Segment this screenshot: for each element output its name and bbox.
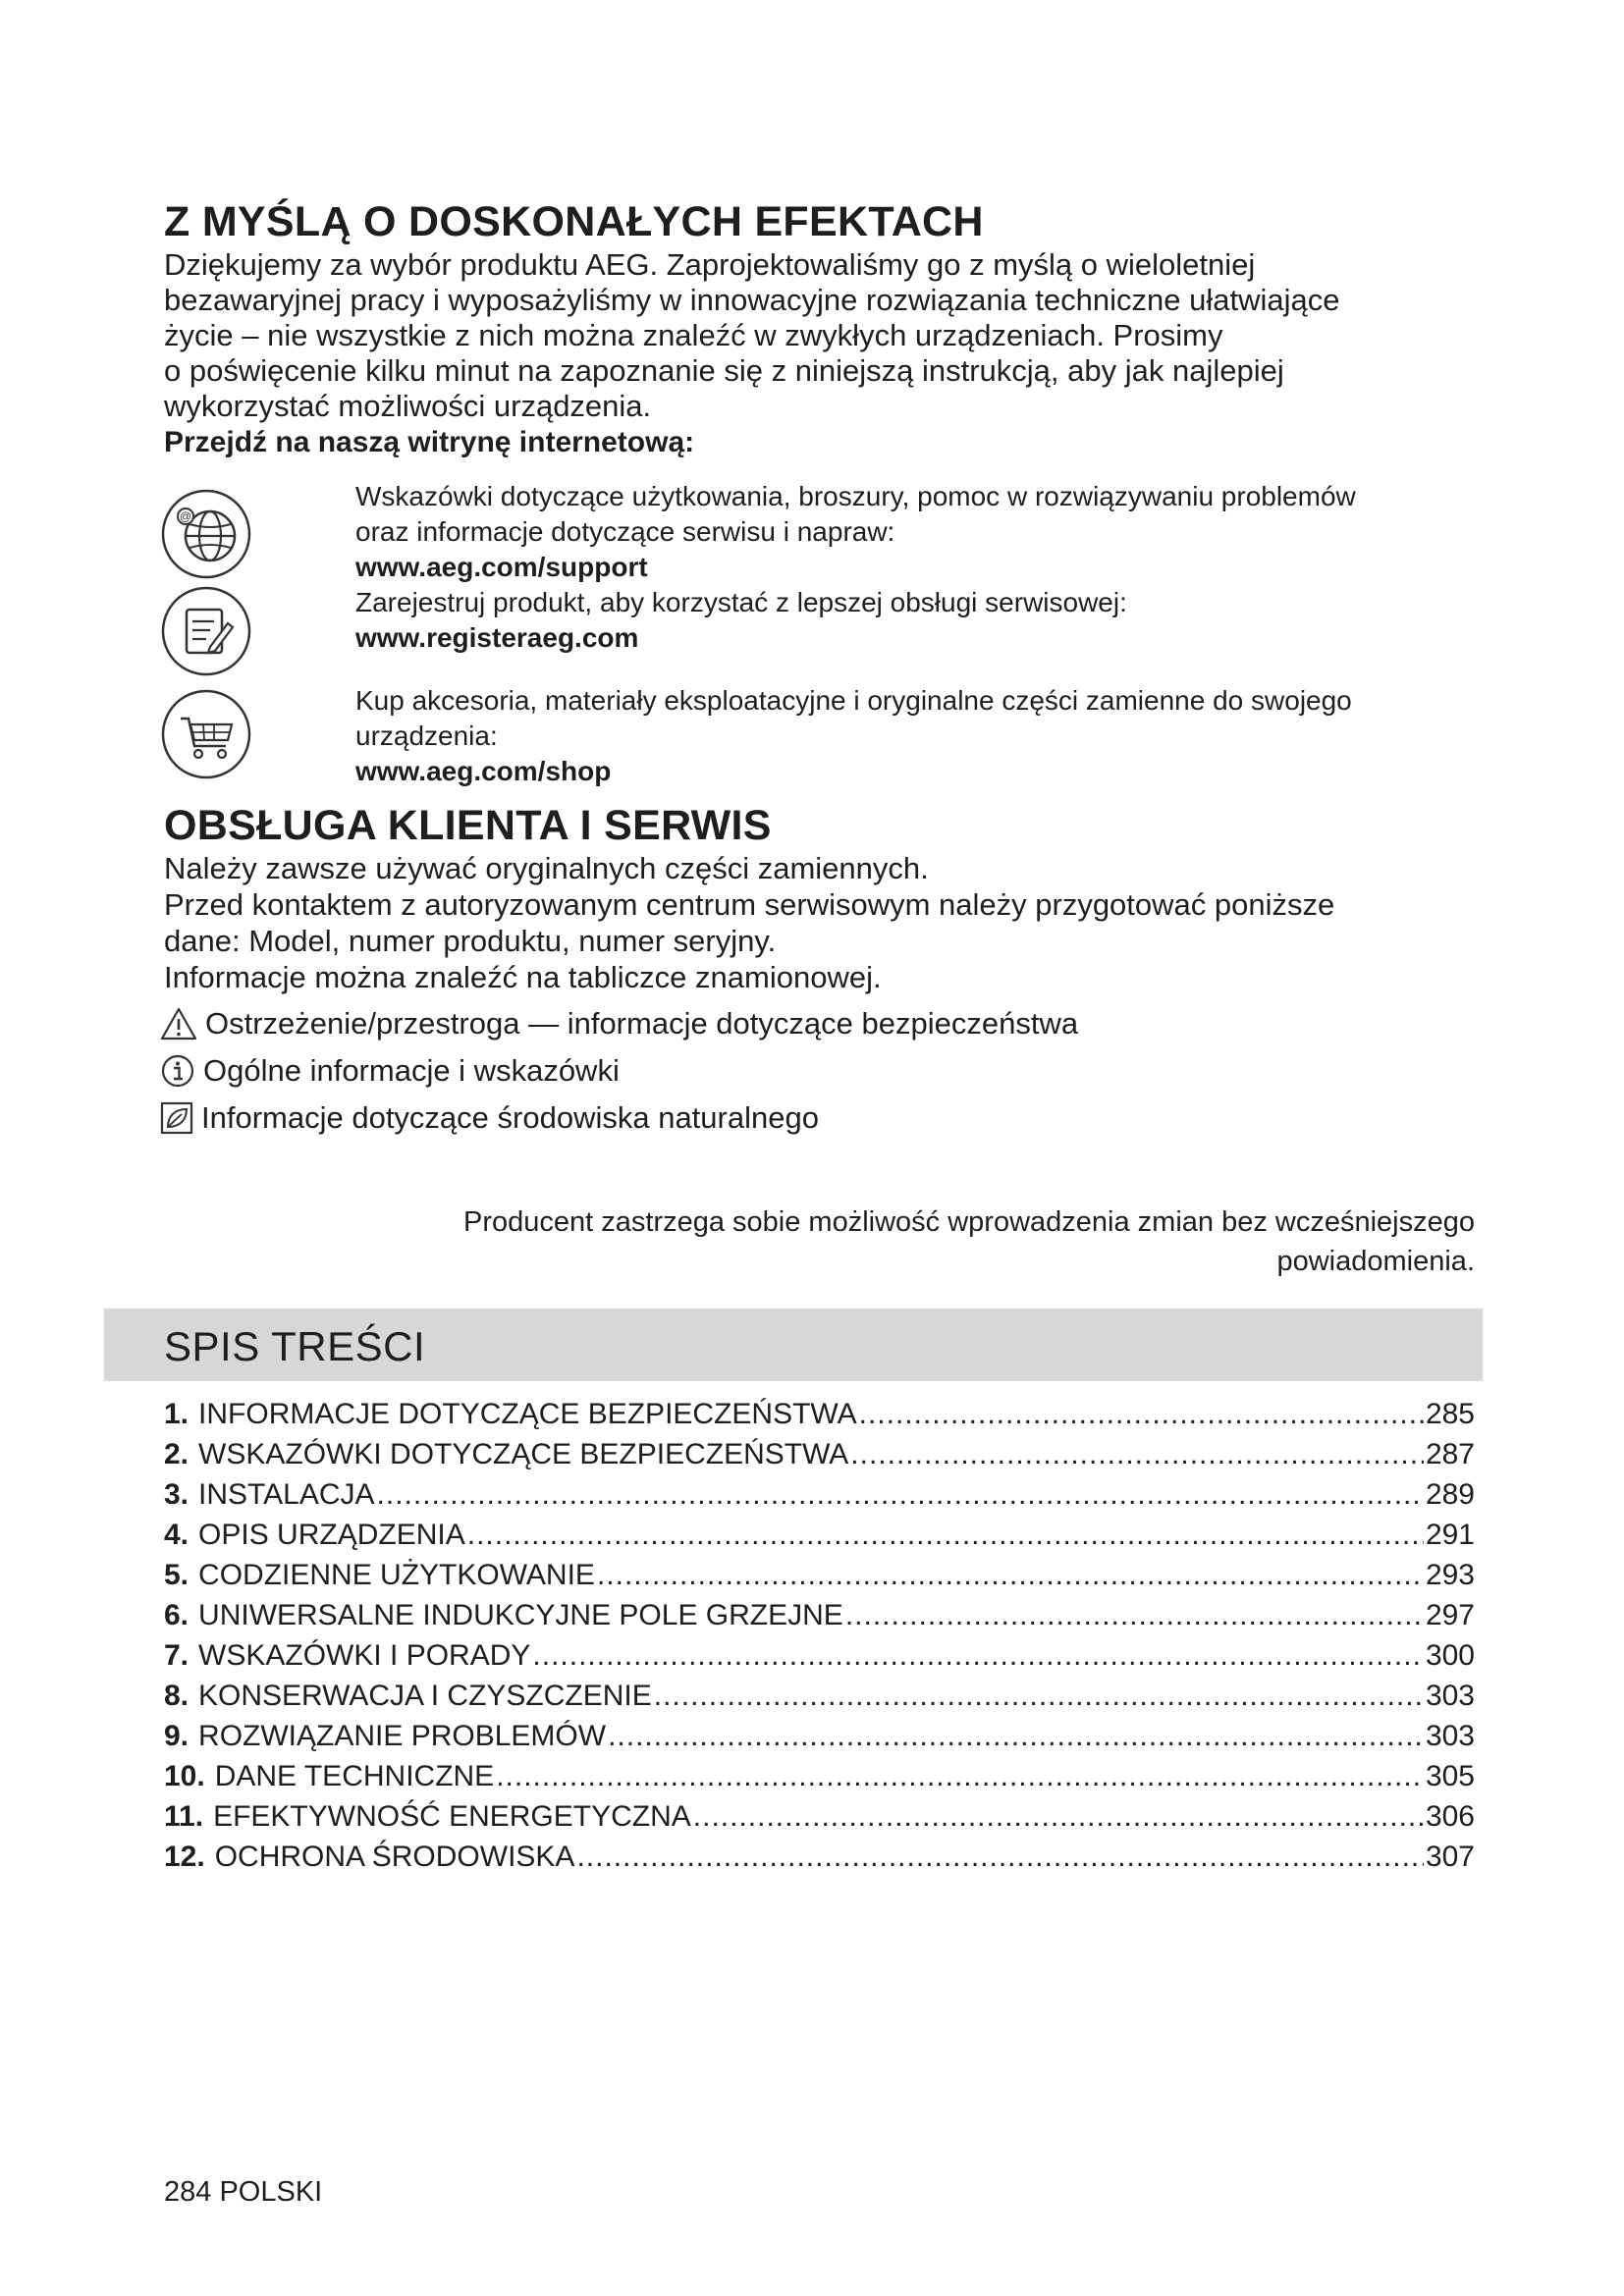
intro-line: Dziękujemy za wybór produktu AEG. Zaprojektowaliśmy go z myślą o wieloletniej — [164, 247, 1256, 282]
toc-page: 303 — [1425, 1720, 1475, 1752]
register-icon — [159, 584, 253, 678]
toc-entry[interactable] — [164, 1720, 1475, 1760]
toc-entry[interactable] — [164, 1800, 1475, 1841]
disclaimer-line: powiadomienia. — [1276, 1246, 1475, 1277]
toc-page: 287 — [1425, 1438, 1475, 1470]
notice-text: Ostrzeżenie/przestroga — informacje dotyczące bezpieczeństwa — [205, 1006, 1079, 1041]
web-item-register — [355, 585, 1485, 656]
toc-label: WSKAZÓWKI DOTYCZĄCE BEZPIECZEŃSTWA — [198, 1438, 849, 1470]
toc-page: 291 — [1425, 1519, 1475, 1551]
toc-entry[interactable] — [164, 1478, 1475, 1519]
service-line: dane: Model, numer produktu, numer seryjny. — [164, 924, 777, 958]
toc-entry[interactable] — [164, 1639, 1475, 1680]
toc-entry[interactable] — [164, 1398, 1475, 1438]
toc-number: 11. — [164, 1800, 204, 1833]
toc-label: KONSERWACJA I CZYSZCZENIE — [198, 1680, 652, 1712]
toc-leader — [654, 1680, 1424, 1713]
intro-line: życie – nie wszystkie z nich można znaleźć w zwykłych urządzeniach. Prosimy — [164, 318, 1223, 352]
toc-label: INFORMACJE DOTYCZĄCE BEZPIECZEŃSTWA — [198, 1398, 857, 1430]
toc-leader — [597, 1559, 1424, 1592]
toc-number: 1. — [164, 1398, 189, 1430]
disclaimer — [463, 1202, 1475, 1281]
website-heading: Przejdź na naszą witrynę internetową: — [164, 426, 695, 458]
toc-number: 4. — [164, 1519, 189, 1551]
toc-entry[interactable] — [164, 1519, 1475, 1559]
toc-page: 297 — [1425, 1599, 1475, 1631]
support-link[interactable]: www.aeg.com/support — [355, 552, 648, 582]
toc-leader — [859, 1398, 1424, 1431]
toc-list — [164, 1398, 1475, 1881]
toc-label: WSKAZÓWKI I PORADY — [198, 1639, 531, 1672]
toc-leader — [467, 1519, 1424, 1552]
web-item-line: Zarejestruj produkt, aby korzystać z lepszej obsługi serwisowej: — [355, 587, 1127, 617]
page-footer: 284 POLSKI — [164, 2176, 323, 2208]
toc-page: 300 — [1425, 1639, 1475, 1672]
intro-line: o poświęcenie kilku minut na zapoznanie się z niniejszą instrukcją, aby jak najlepiej — [164, 353, 1284, 388]
intro-heading: Z MYŚLĄ O DOSKONAŁYCH EFEKTACH — [164, 198, 984, 245]
web-item-support — [355, 479, 1485, 585]
toc-label: UNIWERSALNE INDUKCYJNE POLE GRZEJNE — [198, 1599, 843, 1631]
toc-leader — [608, 1720, 1424, 1753]
toc-label: CODZIENNE UŻYTKOWANIE — [198, 1559, 595, 1591]
toc-number: 5. — [164, 1559, 189, 1591]
toc-number: 12. — [164, 1841, 205, 1873]
notice-warning — [160, 1006, 1078, 1041]
toc-label: DANE TECHNICZNE — [214, 1760, 495, 1792]
intro-line: bezawaryjnej pracy i wyposażyliśmy w innowacyjne rozwiązania techniczne ułatwiające — [164, 283, 1340, 317]
notice-text: Informacje dotyczące środowiska naturalnego — [201, 1100, 819, 1135]
toc-title: SPIS TREŚCI — [164, 1323, 426, 1369]
toc-page: 293 — [1425, 1559, 1475, 1591]
web-item-line: Wskazówki dotyczące użytkowania, broszury, pomoc w rozwiązywaniu problemów — [355, 481, 1356, 511]
toc-entry[interactable] — [164, 1760, 1475, 1800]
toc-entry[interactable] — [164, 1438, 1475, 1478]
web-item-line: Kup akcesoria, materiały eksploatacyjne i oryginalne części zamienne do swojego — [355, 685, 1352, 716]
toc-number: 6. — [164, 1599, 189, 1631]
disclaimer-line: Producent zastrzega sobie możliwość wprowadzenia zmian bez wcześniejszego — [463, 1206, 1475, 1238]
service-paragraph — [164, 850, 1480, 995]
toc-leader — [576, 1841, 1424, 1874]
toc-number: 8. — [164, 1680, 189, 1712]
toc-entry[interactable] — [164, 1559, 1475, 1599]
toc-label: EFEKTYWNOŚĆ ENERGETYCZNA — [213, 1800, 691, 1833]
toc-page: 303 — [1425, 1680, 1475, 1712]
toc-number: 3. — [164, 1478, 189, 1511]
toc-leader — [850, 1438, 1424, 1471]
toc-label: OCHRONA ŚRODOWISKA — [214, 1841, 575, 1873]
toc-page: 289 — [1425, 1478, 1475, 1511]
service-line: Przed kontaktem z autoryzowanym centrum serwisowym należy przygotować poniższe — [164, 887, 1335, 922]
notice-environment — [160, 1100, 819, 1136]
toc-entry[interactable] — [164, 1841, 1475, 1881]
toc-number: 10. — [164, 1760, 205, 1792]
intro-line: wykorzystać możliwości urządzenia. — [164, 389, 652, 423]
globe-icon — [159, 487, 253, 581]
web-item-line: urządzenia: — [355, 721, 498, 751]
toc-page: 306 — [1425, 1800, 1475, 1833]
intro-paragraph — [164, 247, 1480, 424]
svg-text:@: @ — [179, 509, 192, 523]
toc-leader — [845, 1599, 1424, 1632]
toc-number: 2. — [164, 1438, 189, 1470]
toc-leader — [693, 1800, 1424, 1834]
toc-entry[interactable] — [164, 1680, 1475, 1720]
toc-label: INSTALACJA — [198, 1478, 375, 1511]
toc-leader — [532, 1639, 1424, 1673]
toc-label: ROZWIĄZANIE PROBLEMÓW — [198, 1720, 607, 1752]
environment-icon — [160, 1101, 193, 1135]
web-item-line: oraz informacje dotyczące serwisu i napraw: — [355, 516, 895, 547]
notice-info — [160, 1053, 620, 1089]
toc-number: 9. — [164, 1720, 189, 1752]
web-item-shop — [355, 683, 1485, 789]
service-line: Należy zawsze używać oryginalnych części zamiennych. — [164, 851, 929, 885]
register-link[interactable]: www.registeraeg.com — [355, 622, 639, 653]
toc-page: 307 — [1425, 1841, 1475, 1873]
toc-number: 7. — [164, 1639, 189, 1672]
shop-link[interactable]: www.aeg.com/shop — [355, 756, 612, 786]
service-line: Informacje można znaleźć na tabliczce znamionowej. — [164, 960, 882, 994]
notice-text: Ogólne informacje i wskazówki — [203, 1053, 620, 1088]
service-heading: OBSŁUGA KLIENTA I SERWIS — [164, 802, 772, 849]
toc-page: 285 — [1425, 1398, 1475, 1430]
toc-leader — [377, 1478, 1424, 1512]
info-icon — [160, 1053, 195, 1089]
toc-label: OPIS URZĄDZENIA — [198, 1519, 465, 1551]
toc-leader — [496, 1760, 1424, 1793]
warning-icon — [160, 1006, 197, 1041]
cart-icon — [159, 687, 253, 781]
toc-page: 305 — [1425, 1760, 1475, 1792]
toc-entry[interactable] — [164, 1599, 1475, 1639]
